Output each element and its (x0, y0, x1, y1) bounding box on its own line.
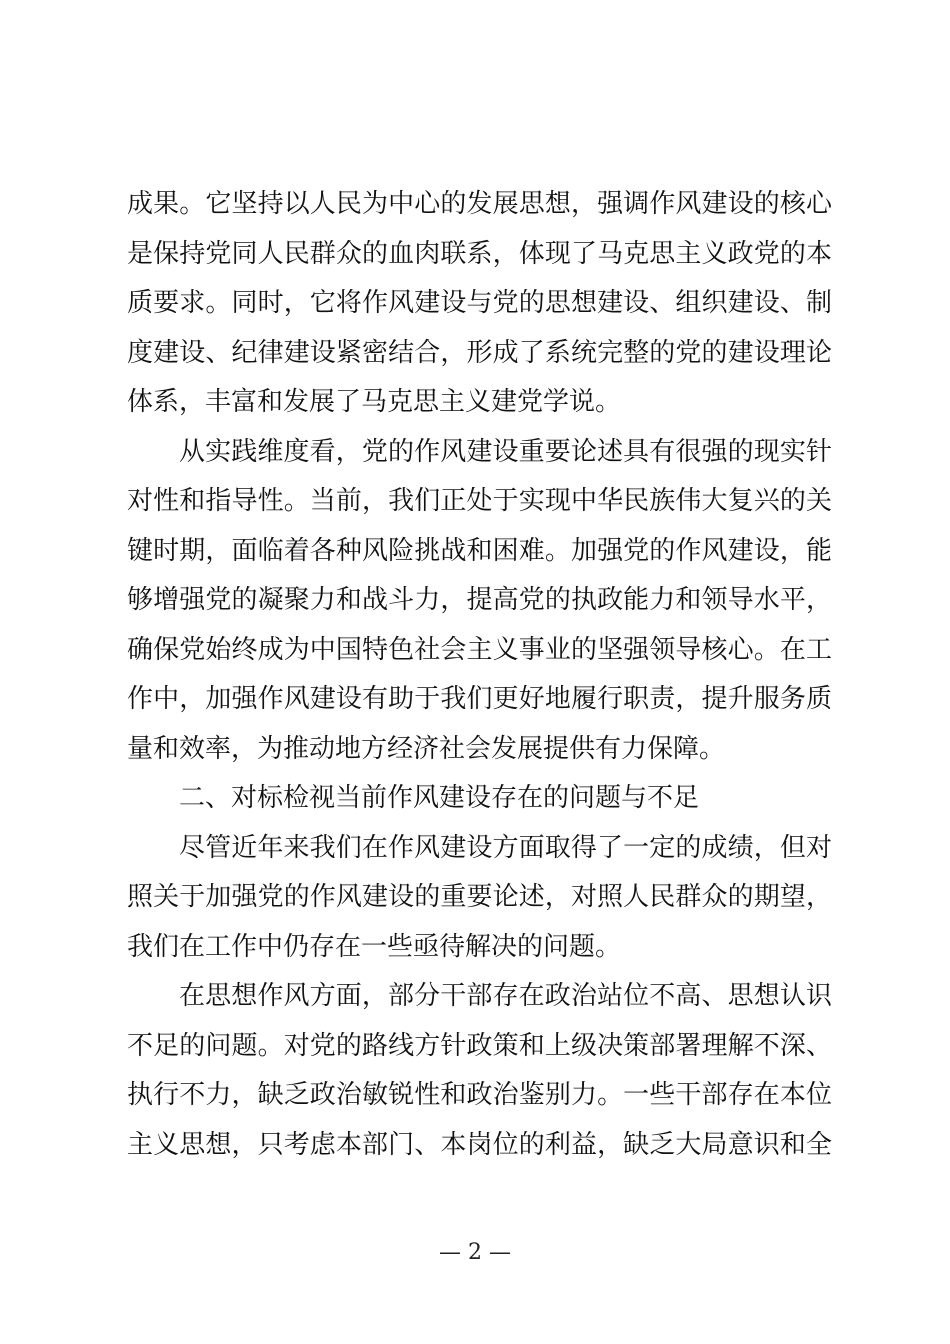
paragraph-line: 主义思想，只考虑本部门、本岗位的利益，缺乏大局意识和全 (127, 1129, 832, 1160)
document-body (127, 180, 832, 1170)
paragraph-line: 对性和指导性。当前，我们正处于实现中华民族伟大复兴的关 (127, 486, 832, 516)
paragraph-line: 体系，丰富和发展了马克思主义建党学说。 (127, 387, 622, 417)
paragraph-line: 确保党始终成为中国特色社会主义事业的坚强领导核心。在工 (127, 634, 832, 665)
paragraph-line: 度建设、纪律建设紧密结合，形成了系统完整的党的建设理论 (127, 337, 832, 368)
paragraph-line: 是保持党同人民群众的血肉联系，体现了马克思主义政党的本 (127, 238, 832, 269)
paragraph-line: 够增强党的凝聚力和战斗力，提高党的执政能力和领导水平， (127, 585, 832, 615)
paragraph-line: 我们在工作中仍存在一些亟待解决的问题。 (127, 931, 622, 962)
paragraph-line: 尽管近年来我们在作风建设方面取得了一定的成绩，但对 (179, 832, 832, 863)
paragraph-line: 作中，加强作风建设有助于我们更好地履行职责，提升服务质 (127, 684, 832, 714)
paragraph-line: 键时期，面临着各种风险挑战和困难。加强党的作风建设，能 (127, 535, 832, 566)
section-heading: 二、对标检视当前作风建设存在的问题与不足 (179, 783, 700, 813)
paragraph-line: 在思想作风方面，部分干部存在政治站位不高、思想认识 (179, 981, 832, 1011)
paragraph-line: 量和效率，为推动地方经济社会发展提供有力保障。 (127, 733, 726, 764)
paragraph-line: 照关于加强党的作风建设的重要论述，对照人民群众的期望， (127, 882, 832, 912)
paragraph-line: 质要求。同时，它将作风建设与党的思想建设、组织建设、制 (127, 288, 832, 318)
paragraph-line: 成果。它坚持以人民为中心的发展思想，强调作风建设的核心 (127, 189, 832, 219)
page-number: — 2 — (439, 1240, 511, 1265)
paragraph-line: 从实践维度看，党的作风建设重要论述具有很强的现实针 (179, 436, 832, 467)
paragraph-line: 不足的问题。对党的路线方针政策和上级决策部署理解不深、 (127, 1030, 832, 1061)
paragraph-line: 执行不力，缺乏政治敏锐性和政治鉴别力。一些干部存在本位 (127, 1080, 832, 1110)
